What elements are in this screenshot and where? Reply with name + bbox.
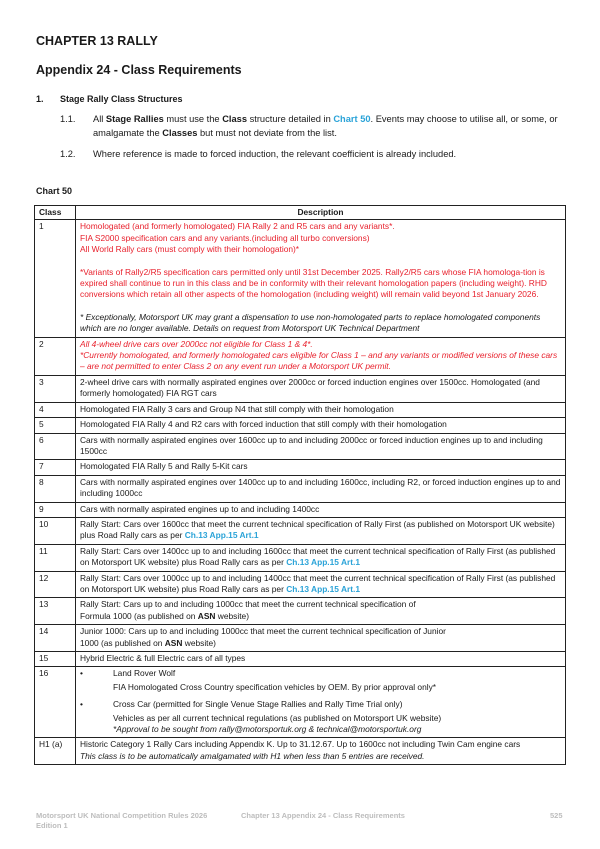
text-segment: Rally Start: Cars up to and including 1000cc that meet the current technical specification of xyxy=(80,599,416,610)
bullet-item xyxy=(80,668,561,693)
description-cell xyxy=(76,220,566,337)
class-cell: 2 xyxy=(35,337,76,375)
description-cell xyxy=(76,667,566,738)
description-paragraph xyxy=(80,312,561,335)
description-cell xyxy=(76,652,566,667)
bullet-item xyxy=(80,699,561,735)
clause-1-2: 1.2. Where reference is made to forced induction, the relevant coefficient is already included. xyxy=(60,149,457,159)
header-class: Class xyxy=(35,206,76,220)
description-paragraph xyxy=(80,377,561,400)
footer-publication: Motorsport UK National Competition Rules 2026 Edition 1 xyxy=(36,811,208,830)
description-paragraph xyxy=(80,244,561,255)
bullet-title: Cross Car (permitted for Single Venue Stage Rallies and Rally Time Trial only) xyxy=(113,699,403,710)
text-segment: Rally Start: Cars over 1000cc up to and including 1400cc that meet the current technical specification of Rally First (as published on Motorsport UK website) plus Road Rally cars as per xyxy=(80,572,556,594)
description-paragraph xyxy=(80,519,561,542)
text-segment: Formula 1000 (as published on xyxy=(80,610,198,621)
class-cell: 16 xyxy=(35,667,76,738)
description-paragraph xyxy=(80,546,561,569)
clause-1-1: 1.1. All Stage Rallies must use the Class structure detailed in Chart 50. Events may choose to utilise all, or some, or amalgamate the Classes but must not deviate from the list. xyxy=(60,114,558,138)
table-row xyxy=(35,667,566,738)
description-cell xyxy=(76,571,566,598)
text-segment: Rally Start: Cars over 1400cc up to and including 1600cc that meet the current technical specification of Rally First (as published on Motorsport UK website) plus Road Rally cars as per xyxy=(80,545,556,568)
description-cell xyxy=(76,375,566,402)
table-row xyxy=(35,418,566,433)
text-segment: Cars with normally aspirated engines over 1400cc up to and including 1600cc, including R2, or forced induction engines up to and including 1000cc xyxy=(80,476,561,499)
header-description: Description xyxy=(76,206,566,220)
description-cell xyxy=(76,625,566,652)
description-paragraph xyxy=(80,350,561,373)
text-segment: Homologated (and formerly homologated) FIA Rally 2 and R5 cars and any variants*. xyxy=(80,221,395,232)
class-cell: 15 xyxy=(35,652,76,667)
class-cell: H1 (a) xyxy=(35,738,76,765)
text-segment: ASN xyxy=(164,637,183,648)
table-row xyxy=(35,544,566,571)
table-row xyxy=(35,738,566,765)
cross-reference-link[interactable]: Ch.13 App.15 Art.1 xyxy=(286,583,361,594)
class-cell: 12 xyxy=(35,571,76,598)
class-cell: 4 xyxy=(35,402,76,417)
table-header xyxy=(35,206,566,220)
class-cell: 14 xyxy=(35,625,76,652)
class-cell: 7 xyxy=(35,460,76,475)
text-segment: This class is to be automatically amalgamated with H1 when less than 5 entries are received. xyxy=(80,750,425,761)
description-paragraph xyxy=(80,653,561,664)
text-segment: Classes xyxy=(162,128,198,138)
text-segment: *Currently homologated, and formerly homologated cars eligible for Class 1 – and any variants or modified versions of these cars – are not permitted to enter Class 2 on any event run under a Motorsport UK permit. xyxy=(80,350,558,372)
bullet-detail xyxy=(113,713,561,724)
bullet-line xyxy=(80,668,561,679)
class-table xyxy=(34,205,566,765)
table-row xyxy=(35,375,566,402)
table-row xyxy=(35,337,566,375)
text-segment: 2-wheel drive cars with normally aspirated engines over 2000cc or forced induction engines over 1500cc. Homologated (and formerly homologated) FIA RGT cars xyxy=(80,376,540,399)
text-segment: * Exceptionally, Motorsport UK may grant a dispensation to use non-homologated parts to replace homologated components which are no longer available. Details on request from Motorsport UK Technical Department xyxy=(80,311,541,334)
description-cell xyxy=(76,598,566,625)
description-paragraph xyxy=(80,404,561,415)
text-segment: FIA S2000 specification cars and any variants.(including all turbo conversions) xyxy=(80,232,370,243)
text-segment: Historic Category 1 Rally Cars including Appendix K. Up to 31.12.67. Up to 1600cc not including Twin Cam engine cars xyxy=(80,739,521,750)
text-segment: Stage Rallies xyxy=(105,114,164,124)
text-segment: All World Rally cars (must comply with their homologation)* xyxy=(80,244,300,255)
description-paragraph xyxy=(80,435,561,458)
description-cell xyxy=(76,475,566,502)
text-segment: Rally Start: Cars over 1600cc that meet the current technical specification of Rally First (as published on Motorsport UK website) plus Road Rally cars as per xyxy=(80,518,555,541)
text-segment: but must not deviate from the list. xyxy=(197,128,337,138)
footer-page-number: 525 xyxy=(550,811,563,820)
description-paragraph xyxy=(80,267,561,301)
class-cell: 9 xyxy=(35,502,76,517)
text-segment: Cars with normally aspirated engines over 1600cc up to and including 2000cc or forced induction engines up to and including 1500cc xyxy=(80,434,543,456)
description-paragraph xyxy=(80,419,561,430)
text-segment: ASN xyxy=(197,610,216,621)
description-cell xyxy=(76,460,566,475)
table-row xyxy=(35,652,566,667)
text-segment: All xyxy=(93,114,106,124)
cross-reference-link[interactable]: Chart 50 xyxy=(333,114,371,124)
description-cell xyxy=(76,337,566,375)
table-row xyxy=(35,598,566,625)
table-row xyxy=(35,517,566,544)
description-paragraph xyxy=(80,638,561,649)
class-cell: 5 xyxy=(35,418,76,433)
text-segment: website) xyxy=(215,610,249,621)
footer-chapter: Chapter 13 Appendix 24 - Class Requirements xyxy=(241,811,405,820)
cross-reference-link[interactable]: Ch.13 App.15 Art.1 xyxy=(286,557,361,568)
text-segment: Hybrid Electric & full Electric cars of all types xyxy=(80,653,246,663)
description-paragraph xyxy=(80,221,561,232)
class-cell: 1 xyxy=(35,220,76,337)
table-row xyxy=(35,571,566,598)
text-segment: website) xyxy=(182,637,216,648)
text-segment: Homologated FIA Rally 4 and R2 cars with forced induction that still comply with their homologation xyxy=(80,419,447,430)
class-cell: 3 xyxy=(35,375,76,402)
text-segment: Homologated FIA Rally 3 cars and Group N4 that still comply with their homologation xyxy=(80,403,394,414)
text-segment: Vehicles as per all current technical regulations (as published on Motorsport UK website) xyxy=(113,712,442,723)
table-row xyxy=(35,502,566,517)
class-cell: 8 xyxy=(35,475,76,502)
class-cell: 6 xyxy=(35,433,76,460)
description-paragraph xyxy=(80,573,561,596)
table-row xyxy=(35,475,566,502)
table-row xyxy=(35,220,566,337)
text-segment: FIA Homologated Cross Country specification vehicles by OEM. By prior approval only* xyxy=(113,681,437,692)
cross-reference-link[interactable]: Ch.13 App.15 Art.1 xyxy=(184,530,259,541)
text-segment: Cars with normally aspirated engines up to and including 1400cc xyxy=(80,503,320,514)
description-cell xyxy=(76,738,566,765)
description-paragraph xyxy=(80,626,561,637)
description-cell xyxy=(76,433,566,460)
text-segment: All 4-wheel drive cars over 2000cc not eligible for Class 1 & 4*. xyxy=(80,338,313,349)
text-segment: *Variants of Rally2/R5 specification cars permitted only until 31st December 2025. Rally2/R5 cars whose FIA homologa-tion is expired shall continue to run in this class and be in conformity with their relevant homologation papers (including weight). RHD conversions which retain all other aspects of the homologation (including weight) will remain valid beyond 1st January 2026. xyxy=(80,266,547,300)
bullet-icon: • xyxy=(80,699,83,710)
table-row xyxy=(35,460,566,475)
chart-title: Chart 50 xyxy=(36,186,73,196)
description-cell xyxy=(76,502,566,517)
bullet-detail xyxy=(113,682,561,693)
text-segment: 1000 (as published on xyxy=(80,637,165,648)
table-row xyxy=(35,402,566,417)
bullet-icon: • xyxy=(80,668,83,679)
description-paragraph xyxy=(80,461,561,472)
bullet-title: Land Rover Wolf xyxy=(113,668,176,679)
description-paragraph xyxy=(80,477,561,500)
appendix-title: Appendix 24 - Class Requirements xyxy=(36,63,242,77)
description-cell xyxy=(76,517,566,544)
description-paragraph xyxy=(80,504,561,515)
text-segment: . Events may choose to utilise all, or some, or amalgamate the xyxy=(93,114,558,138)
section-heading: 1. Stage Rally Class Structures xyxy=(36,94,183,104)
class-cell: 11 xyxy=(35,544,76,571)
class-cell: 13 xyxy=(35,598,76,625)
description-paragraph xyxy=(80,339,561,350)
description-cell xyxy=(76,418,566,433)
description-cell xyxy=(76,402,566,417)
text-segment: Where reference is made to forced induction, the relevant coefficient is already included. xyxy=(93,149,457,159)
bullet-detail xyxy=(113,724,561,735)
description-paragraph xyxy=(80,751,561,762)
description-paragraph xyxy=(80,233,561,244)
text-segment: *Approval to be sought from rally@motorsportuk.org & technical@motorsportuk.org xyxy=(113,724,422,735)
text-segment: Homologated FIA Rally 5 and Rally 5-Kit cars xyxy=(80,461,248,472)
description-paragraph xyxy=(80,611,561,622)
table-row xyxy=(35,625,566,652)
description-paragraph xyxy=(80,599,561,610)
description-cell xyxy=(76,544,566,571)
text-segment: Junior 1000: Cars up to and including 1000cc that meet the current technical specification of Junior xyxy=(80,626,446,637)
chapter-title: CHAPTER 13 RALLY xyxy=(36,34,158,48)
description-paragraph xyxy=(80,739,561,750)
text-segment: Class xyxy=(222,114,248,124)
bullet-line xyxy=(80,699,561,710)
text-segment: must use the xyxy=(163,114,223,124)
text-segment: structure detailed in xyxy=(247,114,334,124)
class-cell: 10 xyxy=(35,517,76,544)
table-row xyxy=(35,433,566,460)
